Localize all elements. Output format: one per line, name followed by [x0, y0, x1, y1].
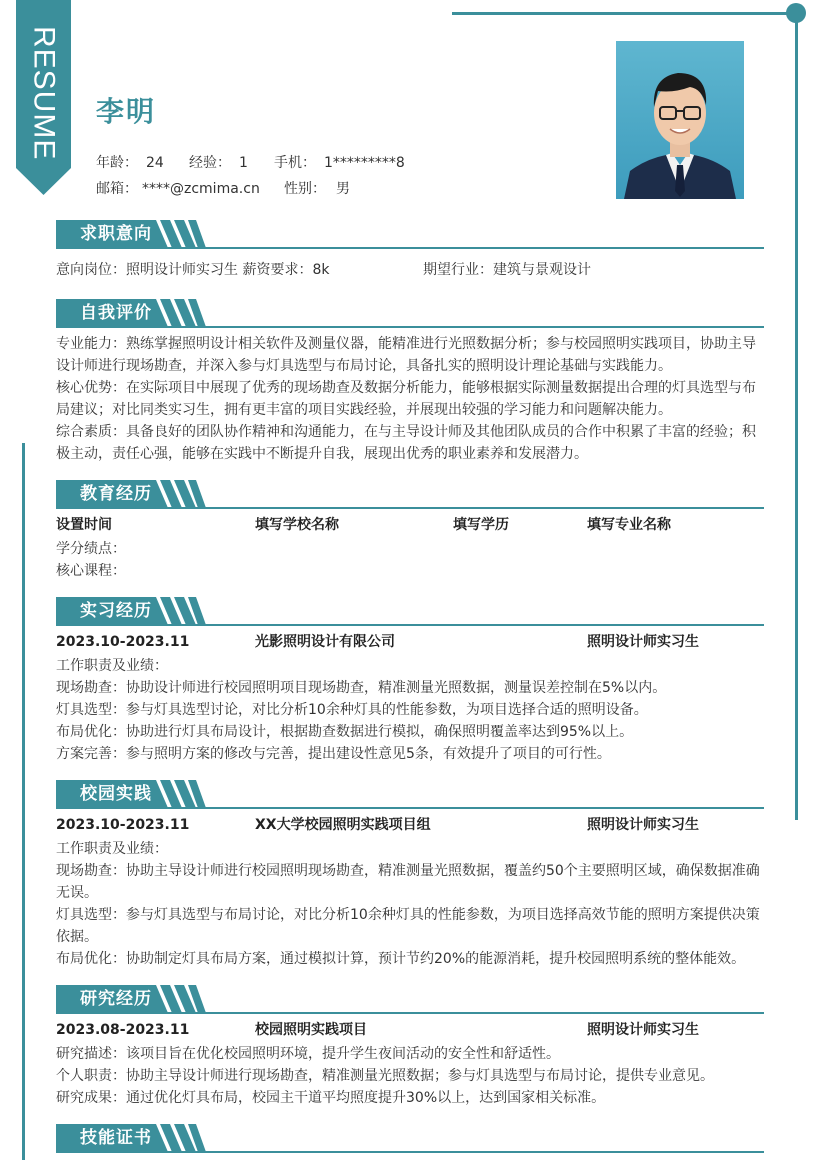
campus-line: 工作职责及业绩：	[56, 841, 168, 857]
self-line: 极主动，责任心强，能够在实践中不断提升自我，展现出优秀的职业素养和发展潜力。	[56, 446, 588, 462]
campus-date: 2023.10-2023.11	[56, 817, 190, 833]
self-line: 核心优势：在实际项目中展现了优秀的现场勘查及数据分析能力，能够根据实际测量数据提出合理的灯具选型与布	[56, 380, 756, 396]
campus-line: 灯具选型：参与灯具选型与布局讨论，对比分析10余种灯具的性能参数，为项目选择高效节能的照明方案提供决策	[56, 907, 760, 923]
internship-line: 现场勘查：协助设计师进行校园照明项目现场勘查，精准测量光照数据，测量误差控制在5%以内。	[56, 680, 667, 696]
internship-date: 2023.10-2023.11	[56, 634, 190, 650]
self-line: 局建议；对比同类实习生，拥有更丰富的项目实践经验，并展现出较强的学习能力和问题解决能力。	[56, 402, 672, 418]
section-header-internship	[56, 597, 764, 627]
top-decor-line	[452, 12, 796, 15]
section-divider	[56, 1012, 764, 1014]
section-header-self	[56, 299, 764, 329]
research-line: 研究描述：该项目旨在优化校园照明环境，提升学生夜间活动的安全性和舒适性。	[56, 1046, 560, 1062]
campus-line: 现场勘查：协助主导设计师进行校园照明现场勘查，精准测量光照数据，覆盖约50个主要照明区域，确保数据准确	[56, 863, 760, 879]
research-role: 照明设计师实习生	[587, 1022, 699, 1038]
education-school: 填写学校名称	[255, 517, 339, 533]
campus-role: 照明设计师实习生	[587, 817, 699, 833]
research-line: 研究成果：通过优化灯具布局，校园主干道平均照度提升30%以上，达到国家相关标准。	[56, 1090, 606, 1106]
resume-ribbon-text: RESUME	[27, 25, 61, 161]
section-header-education	[56, 480, 764, 510]
section-header-campus	[56, 780, 764, 810]
internship-company: 光影照明设计有限公司	[255, 634, 395, 650]
section-header-skills	[56, 1124, 764, 1154]
resume-ribbon	[16, 0, 71, 195]
section-divider	[56, 326, 764, 328]
education-date: 设置时间	[56, 517, 112, 533]
self-line: 设计师进行现场勘查，并深入参与灯具选型与布局讨论，具备扎实的照明设计理论基础与实践能力。	[56, 358, 672, 374]
section-title-skills: 技能证书	[80, 1128, 152, 1148]
internship-line: 方案完善：参与照明方案的修改与完善，提出建设性意见5条，有效提升了项目的可行性。	[56, 746, 611, 762]
gender-field: 性别： 男	[284, 181, 350, 197]
education-degree: 填写学历	[453, 517, 509, 533]
intent-industry: 期望行业：建筑与景观设计	[423, 262, 591, 278]
research-date: 2023.08-2023.11	[56, 1022, 190, 1038]
internship-line: 布局优化：协助进行灯具布局设计，根据勘查数据进行模拟，确保照明覆盖率达到95%以上。	[56, 724, 634, 740]
research-line: 个人职责：协助主导设计师进行现场勘查，精准测量光照数据；参与灯具选型与布局讨论，提供专业意见。	[56, 1068, 714, 1084]
education-courses: 核心课程：	[56, 563, 126, 579]
section-divider	[56, 1151, 764, 1153]
campus-line: 依据。	[56, 929, 98, 945]
section-divider	[56, 624, 764, 626]
intent-line: 意向岗位：照明设计师实习生 薪资要求：8k	[56, 262, 330, 278]
internship-line: 工作职责及业绩：	[56, 658, 168, 674]
section-title-education: 教育经历	[80, 484, 152, 504]
campus-line: 布局优化：协助制定灯具布局方案，通过模拟计算，预计节约20%的能源消耗，提升校园照明系统的整体能效。	[56, 951, 746, 967]
internship-line: 灯具选型：参与灯具选型讨论，对比分析10余种灯具的性能参数，为项目选择合适的照明设备。	[56, 702, 648, 718]
experience-field: 经验： 1	[189, 155, 248, 171]
campus-line: 无误。	[56, 885, 98, 901]
campus-org: XX大学校园照明实践项目组	[255, 817, 431, 833]
education-row	[56, 514, 766, 536]
section-divider	[56, 247, 764, 249]
section-divider	[56, 507, 764, 509]
research-row	[56, 1019, 766, 1041]
candidate-name: 李明	[96, 95, 157, 128]
section-title-research: 研究经历	[80, 989, 152, 1009]
email-field: 邮箱： ****@zcmima.cn	[96, 181, 260, 197]
left-decor-line	[22, 443, 25, 1160]
right-decor-line	[795, 15, 798, 820]
self-line: 专业能力：熟练掌握照明设计相关软件及测量仪器，能精准进行光照数据分析；参与校园照明实践项目，协助主导	[56, 336, 756, 352]
section-title-self: 自我评价	[80, 303, 152, 323]
internship-role: 照明设计师实习生	[587, 634, 699, 650]
education-gpa: 学分绩点：	[56, 541, 126, 557]
internship-row	[56, 631, 766, 653]
avatar-photo	[616, 41, 744, 199]
section-title-intent: 求职意向	[80, 224, 152, 244]
research-project: 校园照明实践项目	[255, 1022, 367, 1038]
education-major: 填写专业名称	[587, 517, 671, 533]
section-divider	[56, 807, 764, 809]
section-header-intent	[56, 220, 764, 250]
section-title-campus: 校园实践	[80, 784, 152, 804]
section-header-research	[56, 985, 764, 1015]
age-field: 年龄： 24	[96, 155, 164, 171]
section-title-internship: 实习经历	[80, 601, 152, 621]
campus-row	[56, 814, 766, 836]
phone-field: 手机： 1*********8	[274, 155, 405, 171]
self-line: 综合素质：具备良好的团队协作精神和沟通能力，在与主导设计师及其他团队成员的合作中积累了丰富的经验；积	[56, 424, 756, 440]
